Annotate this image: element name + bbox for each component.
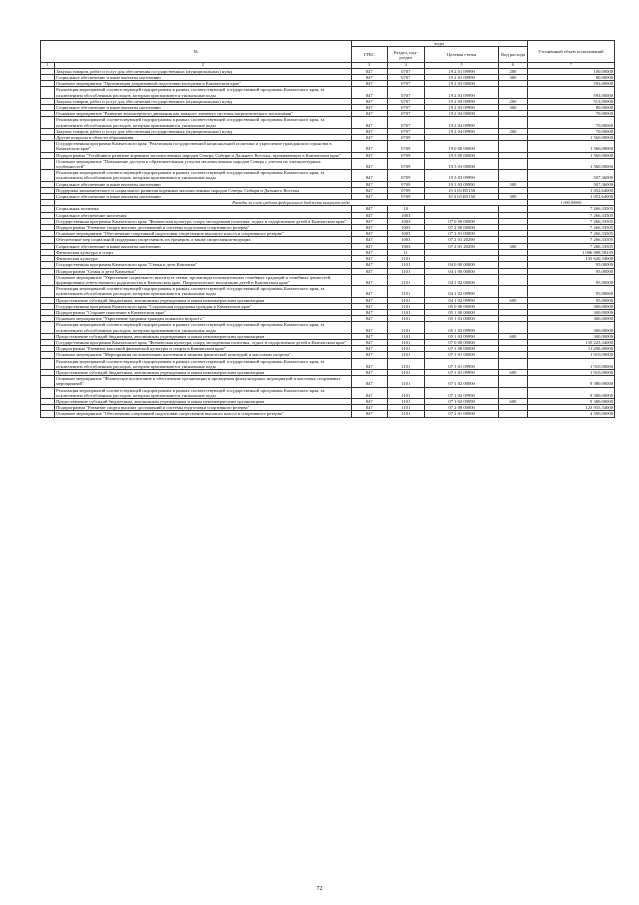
grbs-cell: 847 — [351, 297, 387, 303]
expense-type-cell: 200 — [499, 68, 527, 74]
expense-type-cell: 600 — [499, 333, 527, 339]
grbs-cell: 847 — [351, 75, 387, 81]
name-cell: Социальная политика — [55, 206, 352, 212]
header-section: Раздел, под-раздел — [387, 47, 424, 63]
target-article-cell: 19 2 03 00000 — [424, 81, 498, 87]
name-cell: Реализация мероприятий соответствующей подпрограммы в рамках соответствующей государственной программы Камчатского края, за исключением обособленных расходов, которым присваиваются уникальные коды — [55, 286, 352, 297]
name-cell: Реализация мероприятий соответствующей подпрограммы в рамках соответствующей государственной программы Камчатского края, за исключением обособленных расходов, которым присваиваются уникальные коды — [55, 87, 352, 98]
expense-type-cell: 200 — [499, 98, 527, 104]
section-cell: 1101 — [387, 352, 424, 358]
target-article-cell: 07 2 01 00000 — [424, 411, 498, 417]
name-cell: Подпрограмма "Устойчивое развитие коренных малочисленных народов Севера, Сибири и Дальнего Востока, проживающих в Камчатском крае" — [55, 152, 352, 158]
section-cell: 0709 — [387, 158, 424, 169]
name-cell: Основное мероприятие "Обеспечение спортивной подготовки спортсменов высокого класса и спортивного резерва" — [55, 231, 352, 237]
section-cell: 1101 — [387, 268, 424, 274]
sum-cell: 123 935,34000 — [527, 405, 614, 411]
target-article-cell: 07 2 01 20290 — [424, 237, 498, 243]
sum-cell: 593,00000 — [527, 87, 614, 98]
section-cell: 0709 — [387, 187, 424, 193]
note-cell: Расходы за счет средств федерального бюджета выкупает кода — [55, 200, 528, 206]
expense-type-cell: 300 — [499, 194, 527, 200]
name-cell: Закупка товаров, работ и услуг для обеспечения государственных (муниципальных) нужд — [55, 98, 352, 104]
grbs-cell: 847 — [351, 352, 387, 358]
name-cell: Государственная программа Камчатского края "Физическая культура, спорт, молодежная политика, отдых и оздоровление детей в Камчатском крае" — [55, 218, 352, 224]
name-cell: Поддержка экономического и социального развития коренных малочисленных народов Севера, Сибири и Дальнего Востока — [55, 187, 352, 193]
name-cell: Государственная программа Камчатского края "Социальная поддержка граждан в Камчатском крае" — [55, 303, 352, 309]
column-index: 1 — [41, 63, 55, 69]
target-article-cell: 07 1 01 00000 — [424, 352, 498, 358]
grbs-cell: 847 — [351, 376, 387, 387]
grbs-cell: 847 — [351, 135, 387, 141]
row-number-cell — [41, 141, 55, 152]
sum-cell: 7 266,33505 — [527, 212, 614, 218]
sum-cell: 7 266,33505 — [527, 218, 614, 224]
expense-type-cell — [499, 274, 527, 285]
sum-cell: 7 266,33505 — [527, 237, 614, 243]
sum-cell: 1 560,00000 — [527, 152, 614, 158]
sum-cell: 95,00000 — [527, 286, 614, 297]
grbs-cell: 847 — [351, 316, 387, 322]
section-cell: 1003 — [387, 212, 424, 218]
section-cell: 1101 — [387, 262, 424, 268]
target-article-cell: 19 3 00 00000 — [424, 152, 498, 158]
sum-cell: 1 052,64000 — [527, 194, 614, 200]
column-index: 6 — [499, 63, 527, 69]
section-cell: 0707 — [387, 68, 424, 74]
grbs-cell: 847 — [351, 411, 387, 417]
section-cell: 0707 — [387, 75, 424, 81]
section-cell: 10 — [387, 206, 424, 212]
expense-type-cell — [499, 170, 527, 181]
grbs-cell: 847 — [351, 405, 387, 411]
row-number-cell — [41, 358, 55, 369]
grbs-cell: 847 — [351, 105, 387, 111]
target-article-cell: 19 2 03 09990 — [424, 105, 498, 111]
sum-cell: 7 266,33505 — [527, 225, 614, 231]
target-article-cell: 07 0 00 00000 — [424, 218, 498, 224]
section-cell: 0707 — [387, 111, 424, 117]
sum-cell: 135 225,34000 — [527, 339, 614, 345]
sum-cell: 9 380,00000 — [527, 398, 614, 404]
row-number-cell — [41, 158, 55, 169]
section-cell: 1101 — [387, 339, 424, 345]
expense-type-cell — [499, 358, 527, 369]
section-cell: 0709 — [387, 170, 424, 181]
expense-type-cell — [499, 117, 527, 128]
page-number: 72 — [316, 886, 323, 892]
row-number-cell — [41, 322, 55, 333]
section-cell: 0707 — [387, 128, 424, 134]
sum-cell: 95,00000 — [527, 262, 614, 268]
name-cell: Основное мероприятие "Обеспечение спортивной подготовки спортсменов высокого класса и спортивного резерва" — [55, 411, 352, 417]
sum-cell: 513,00000 — [527, 98, 614, 104]
section-cell: 1101 — [387, 398, 424, 404]
target-article-cell: 07 2 01 20290 — [424, 243, 498, 249]
grbs-cell: 847 — [351, 369, 387, 375]
target-article-cell: 19 2 03 09990 — [424, 98, 498, 104]
sum-cell: 1 096 988,58239 — [527, 249, 614, 255]
row-number-cell — [41, 411, 55, 417]
expense-type-cell — [499, 322, 527, 333]
sum-cell: 300,00000 — [527, 322, 614, 333]
section-cell: 0709 — [387, 141, 424, 152]
grbs-cell: 847 — [351, 68, 387, 74]
name-cell: Социальное обеспечение и иные выплаты населению — [55, 181, 352, 187]
name-cell: Социальное обеспечение и иные выплаты населению — [55, 194, 352, 200]
row-number-cell — [41, 87, 55, 98]
section-cell: 0707 — [387, 98, 424, 104]
grbs-cell: 847 — [351, 398, 387, 404]
target-article-cell: 19 2 04 00000 — [424, 111, 498, 117]
grbs-cell: 847 — [351, 181, 387, 187]
column-index: 7 — [527, 63, 614, 69]
grbs-cell: 847 — [351, 218, 387, 224]
section-cell: 0709 — [387, 194, 424, 200]
name-cell: Государственная программа Камчатского края "Физическая культура, спорт, молодежная политика, отдых и оздоровление детей в Камчатском крае" — [55, 339, 352, 345]
sum-cell: 507,36000 — [527, 170, 614, 181]
name-cell: Реализация мероприятий соответствующей подпрограммы в рамках соответствующей государственной программы Камчатского края, за исключением обособленных расходов, которым присваиваются уникальные коды — [55, 170, 352, 181]
target-article-cell: 07 1 02 09990 — [424, 398, 498, 404]
section-cell: 0709 — [387, 135, 424, 141]
name-cell: Физическая культура — [55, 256, 352, 262]
expense-type-cell — [499, 387, 527, 398]
target-article-cell: 04 1 02 09990 — [424, 286, 498, 297]
sum-cell: 95,00000 — [527, 297, 614, 303]
name-cell: Реализация мероприятий соответствующей подпрограммы в рамках соответствующей государственной программы Камчатского края, за исключением обособленных расходов, которым присваиваются уникальные коды — [55, 358, 352, 369]
target-article-cell: 07 1 00 00000 — [424, 346, 498, 352]
name-cell: Социальное обеспечение и иные выплаты населению — [55, 105, 352, 111]
expense-type-cell: 200 — [499, 128, 527, 134]
sum-cell: 1 910,00000 — [527, 358, 614, 369]
expense-type-cell: 300 — [499, 243, 527, 249]
grbs-cell: 847 — [351, 243, 387, 249]
grbs-cell: 847 — [351, 158, 387, 169]
target-article-cell: 19 2 04 09990 — [424, 117, 498, 128]
expense-type-cell — [499, 141, 527, 152]
grbs-cell: 847 — [351, 81, 387, 87]
grbs-cell: 847 — [351, 322, 387, 333]
table-row — [41, 322, 615, 333]
expense-type-cell — [499, 158, 527, 169]
name-cell: Подпрограмма "Семья и дети Камчатки" — [55, 268, 352, 274]
grbs-cell: 847 — [351, 286, 387, 297]
name-cell: Основное мероприятие "Укрепление здоровья граждан пожилого возраста" — [55, 316, 352, 322]
row-number-cell — [41, 286, 55, 297]
sum-cell: 135 620,34000 — [527, 256, 614, 262]
section-cell: 0707 — [387, 87, 424, 98]
target-article-cell: 19 0 00 00000 — [424, 141, 498, 152]
table-row — [41, 170, 615, 181]
sum-cell: 70,00000 — [527, 117, 614, 128]
section-cell: 0707 — [387, 117, 424, 128]
sum-cell: 80,00000 — [527, 75, 614, 81]
table-row — [41, 141, 615, 152]
header-target-article: Целевая статья — [424, 47, 498, 63]
section-cell: 1101 — [387, 322, 424, 333]
sum-cell: 1 560,00000 — [527, 141, 614, 152]
name-cell: Социальное обеспечение и иные выплаты населению — [55, 243, 352, 249]
header-codes-group: коды — [351, 41, 527, 47]
grbs-cell: 847 — [351, 98, 387, 104]
table-row — [41, 358, 615, 369]
grbs-cell: 847 — [351, 231, 387, 237]
table-header — [41, 41, 615, 69]
sum-cell: 507,36000 — [527, 181, 614, 187]
grbs-cell: 847 — [351, 256, 387, 262]
section-cell: 1101 — [387, 303, 424, 309]
sum-cell: 1 910,00000 — [527, 369, 614, 375]
expense-type-cell: 600 — [499, 297, 527, 303]
table-row — [41, 158, 615, 169]
expense-type-cell — [499, 87, 527, 98]
sum-cell: 9 380,00000 — [527, 387, 614, 398]
grbs-cell: 847 — [351, 87, 387, 98]
expense-type-cell: 300 — [499, 75, 527, 81]
budget-table — [40, 40, 615, 418]
grbs-cell: 847 — [351, 128, 387, 134]
name-cell: Государственная программа Камчатского края "Реализация государственной национальной политики и укрепление гражданского единства в Камчатском крае" — [55, 141, 352, 152]
name-cell: Предоставление субсидий бюджетным, автономным учреждениям и иным некоммерческим организациям — [55, 369, 352, 375]
target-article-cell: 07 2 00 00000 — [424, 405, 498, 411]
budget-document-sheet — [40, 40, 615, 418]
target-article-cell: 04 1 02 09990 — [424, 297, 498, 303]
section-cell: 1101 — [387, 358, 424, 369]
target-article-cell: 05 1 00 00000 — [424, 309, 498, 315]
name-cell: Социальное обеспечение и иные выплаты населению — [55, 75, 352, 81]
target-article-cell: 07 2 00 00000 — [424, 225, 498, 231]
sum-cell: 1 560,00000 — [527, 158, 614, 169]
sum-cell: 80,00000 — [527, 105, 614, 111]
grbs-cell: 847 — [351, 358, 387, 369]
name-cell: Подпрограмма "Старшее поколение в Камчатском крае" — [55, 309, 352, 315]
header-grbs: ГРБС — [351, 47, 387, 63]
name-cell: Основное мероприятие "Физическое воспитание и обеспечение организации и проведения физкультурных мероприятий и массовых спортивных мероприятий" — [55, 376, 352, 387]
target-article-cell: 07 2 01 00000 — [424, 231, 498, 237]
expense-type-cell — [499, 286, 527, 297]
name-cell: Основное мероприятие "Укрепление социального института семьи, пропаганда положительных семейных традиций и семейных ценностей, формирование ответственного родительства в Камчатском крае. Патриотическое воспитание детей в Камчатском крае" — [55, 274, 352, 285]
sum-cell: 95,00000 — [527, 274, 614, 285]
section-cell: 1101 — [387, 309, 424, 315]
sum-cell: 7 266,33505 — [527, 231, 614, 237]
section-cell: 11 — [387, 249, 424, 255]
column-index: 3 — [351, 63, 387, 69]
section-cell: 1003 — [387, 237, 424, 243]
name-cell: Основное мероприятие "Развитие волонтерского движения как важного элемента системы патриотического воспитания" — [55, 111, 352, 117]
section-cell: 1101 — [387, 297, 424, 303]
name-cell: Основное мероприятие "Организация допризывной подготовки молодежи в Камчатском крае" — [55, 81, 352, 87]
table-row — [41, 387, 615, 398]
row-number-cell — [41, 170, 55, 181]
target-article-cell: 04 1 02 00000 — [424, 274, 498, 285]
sum-cell: 1 000,00000 — [527, 200, 614, 206]
grbs-cell: 847 — [351, 212, 387, 218]
sum-cell: 300,00000 — [527, 309, 614, 315]
sum-cell: 70,00000 — [527, 111, 614, 117]
target-article-cell: 05 0 00 00000 — [424, 303, 498, 309]
name-cell: Физическая культура и спорт — [55, 249, 352, 255]
grbs-cell: 847 — [351, 111, 387, 117]
name-cell: Предоставление субсидий бюджетным, автономным учреждениям и иным некоммерческим организациям — [55, 297, 352, 303]
sum-cell: 11 290,00000 — [527, 346, 614, 352]
grbs-cell: 847 — [351, 387, 387, 398]
header-sum: Уточнённый объем ассигнований — [527, 41, 614, 63]
section-cell: 0707 — [387, 81, 424, 87]
grbs-cell: 847 — [351, 309, 387, 315]
grbs-cell: 847 — [351, 274, 387, 285]
grbs-cell: 847 — [351, 187, 387, 193]
section-cell: 1003 — [387, 225, 424, 231]
name-cell: Другие вопросы в области образования — [55, 135, 352, 141]
section-cell: 0707 — [387, 105, 424, 111]
table-row — [41, 411, 615, 417]
sum-cell: 593,00000 — [527, 81, 614, 87]
grbs-cell: 847 — [351, 339, 387, 345]
grbs-cell: 847 — [351, 194, 387, 200]
grbs-cell: 847 — [351, 346, 387, 352]
table-row — [41, 286, 615, 297]
name-cell: Предоставление субсидий бюджетным, автономным учреждениям и иным некоммерческим организациям — [55, 333, 352, 339]
name-cell: Предоставление субсидий бюджетным, автономным учреждениям и иным некоммерческим организациям — [55, 398, 352, 404]
target-article-cell: 19 2 01 09990 — [424, 68, 498, 74]
section-cell: 1003 — [387, 231, 424, 237]
name-cell: Реализация мероприятий соответствующей подпрограммы в рамках соответствующей государственной программы Камчатского края, за исключением обособленных расходов, которым присваиваются уникальные коды — [55, 322, 352, 333]
target-article-cell: 05 1 03 09990 — [424, 322, 498, 333]
section-cell: 1101 — [387, 346, 424, 352]
target-article-cell: 19 3 03 00000 — [424, 158, 498, 169]
table-row — [41, 274, 615, 285]
grbs-cell: 847 — [351, 237, 387, 243]
sum-cell: 300,00000 — [527, 333, 614, 339]
name-cell: Основное мероприятие "Повышение доступа к образовательным услугам малочисленных народов Севера с учетом их этнокультурных особенностей" — [55, 158, 352, 169]
header-number: № — [41, 41, 352, 63]
sum-cell: 7 266,33505 — [527, 243, 614, 249]
row-number-cell — [41, 117, 55, 128]
section-cell: 1101 — [387, 256, 424, 262]
target-article-cell: 04 0 00 00000 — [424, 262, 498, 268]
column-index: 5 — [424, 63, 498, 69]
name-cell: Закупка товаров, работ и услуг для обеспечения государственных (муниципальных) нужд — [55, 128, 352, 134]
target-article-cell: 07 0 00 00000 — [424, 339, 498, 345]
row-number-cell — [41, 274, 55, 285]
target-article-cell: 19 3 03 09990 — [424, 181, 498, 187]
target-article-cell: 19 2 04 09990 — [424, 128, 498, 134]
section-cell: 1101 — [387, 333, 424, 339]
target-article-cell: 07 1 01 09990 — [424, 358, 498, 369]
name-cell: Основное мероприятие "Мероприятия по вовлечению населения в занятия физической культурой и массовым спортом" — [55, 352, 352, 358]
table-row — [41, 117, 615, 128]
sum-cell: 9 380,00000 — [527, 376, 614, 387]
name-cell: Реализация мероприятий соответствующей подпрограммы в рамках соответствующей государственной программы Камчатского края, за исключением обособленных расходов, которым присваиваются уникальные коды — [55, 387, 352, 398]
sum-cell: 7 266,33505 — [527, 206, 614, 212]
expense-type-cell — [499, 411, 527, 417]
name-cell: Реализация мероприятий соответствующей подпрограммы в рамках соответствующей государственной программы Камчатского края, за исключением обособленных расходов, которым присваиваются уникальные коды — [55, 117, 352, 128]
sum-cell: 300,00000 — [527, 316, 614, 322]
name-cell: Государственная программа Камчатского края "Семья и дети Камчатки" — [55, 262, 352, 268]
name-cell: Социальное обеспечение населения — [55, 212, 352, 218]
grbs-cell: 847 — [351, 117, 387, 128]
section-cell: 1101 — [387, 286, 424, 297]
header-expense-type: Вид расхода — [499, 47, 527, 63]
sum-cell: 95,00000 — [527, 268, 614, 274]
target-article-cell: 04 1 00 00000 — [424, 268, 498, 274]
target-article-cell: 07 1 02 09990 — [424, 387, 498, 398]
name-cell: Подпрограмма "Развитие спорта высших достижений и системы подготовки спортивного резерва" — [55, 405, 352, 411]
sum-cell: 70,00000 — [527, 128, 614, 134]
target-article-cell: 05 1 03 09990 — [424, 333, 498, 339]
grbs-cell: 847 — [351, 333, 387, 339]
row-number-cell — [41, 376, 55, 387]
expense-type-cell: 600 — [499, 398, 527, 404]
grbs-cell: 847 — [351, 206, 387, 212]
column-index: 4 — [387, 63, 424, 69]
grbs-cell: 847 — [351, 152, 387, 158]
table-row — [41, 87, 615, 98]
target-article-cell: 07 1 02 00000 — [424, 376, 498, 387]
section-cell: 1003 — [387, 218, 424, 224]
expense-type-cell: 300 — [499, 105, 527, 111]
section-cell: 0709 — [387, 181, 424, 187]
target-article-cell: 07 1 01 09990 — [424, 369, 498, 375]
name-cell: Обеспечение мер социальной поддержки спортсменов, их тренеров, а также спортсменов-ведущих — [55, 237, 352, 243]
sum-cell: 100,00000 — [527, 68, 614, 74]
sum-cell: 1 052,64000 — [527, 187, 614, 193]
section-cell: 0709 — [387, 152, 424, 158]
expense-type-cell: 600 — [499, 369, 527, 375]
section-cell: 1003 — [387, 243, 424, 249]
table-row — [41, 376, 615, 387]
section-cell: 1101 — [387, 387, 424, 398]
section-cell: 1101 — [387, 316, 424, 322]
column-index: 2 — [55, 63, 352, 69]
target-article-cell: 05 1 03 00000 — [424, 316, 498, 322]
grbs-cell: 847 — [351, 249, 387, 255]
grbs-cell: 847 — [351, 170, 387, 181]
target-article-cell: 19 3 03 09990 — [424, 170, 498, 181]
target-article-cell: 19 2 03 09990 — [424, 87, 498, 98]
expense-type-cell — [499, 376, 527, 387]
sum-cell: 1 910,00000 — [527, 352, 614, 358]
section-cell: 1101 — [387, 411, 424, 417]
grbs-cell: 847 — [351, 141, 387, 152]
section-cell: 1101 — [387, 405, 424, 411]
grbs-cell: 847 — [351, 225, 387, 231]
grbs-cell: 847 — [351, 303, 387, 309]
grbs-cell: 847 — [351, 268, 387, 274]
section-cell: 1101 — [387, 369, 424, 375]
expense-type-cell: 300 — [499, 181, 527, 187]
section-cell: 1101 — [387, 376, 424, 387]
sum-cell: 1 560,00000 — [527, 135, 614, 141]
row-number-cell — [41, 387, 55, 398]
sum-cell: 300,00000 — [527, 303, 614, 309]
name-cell: Закупка товаров, работ и услуг для обеспечения государственных (муниципальных) нужд — [55, 68, 352, 74]
table-body — [41, 68, 615, 417]
sum-cell: 4 500,00000 — [527, 411, 614, 417]
target-article-cell: 19 3 03 R5150 — [424, 194, 498, 200]
target-article-cell: 19 3 03 R5150 — [424, 187, 498, 193]
section-cell: 1101 — [387, 274, 424, 285]
grbs-cell: 847 — [351, 262, 387, 268]
name-cell: Подпрограмма "Развитие массовой физической культуры и спорта в Камчатском крае" — [55, 346, 352, 352]
name-cell: Подпрограмма "Развитие спорта высших достижений и системы подготовки спортивного резерва" — [55, 225, 352, 231]
target-article-cell: 19 2 01 09990 — [424, 75, 498, 81]
